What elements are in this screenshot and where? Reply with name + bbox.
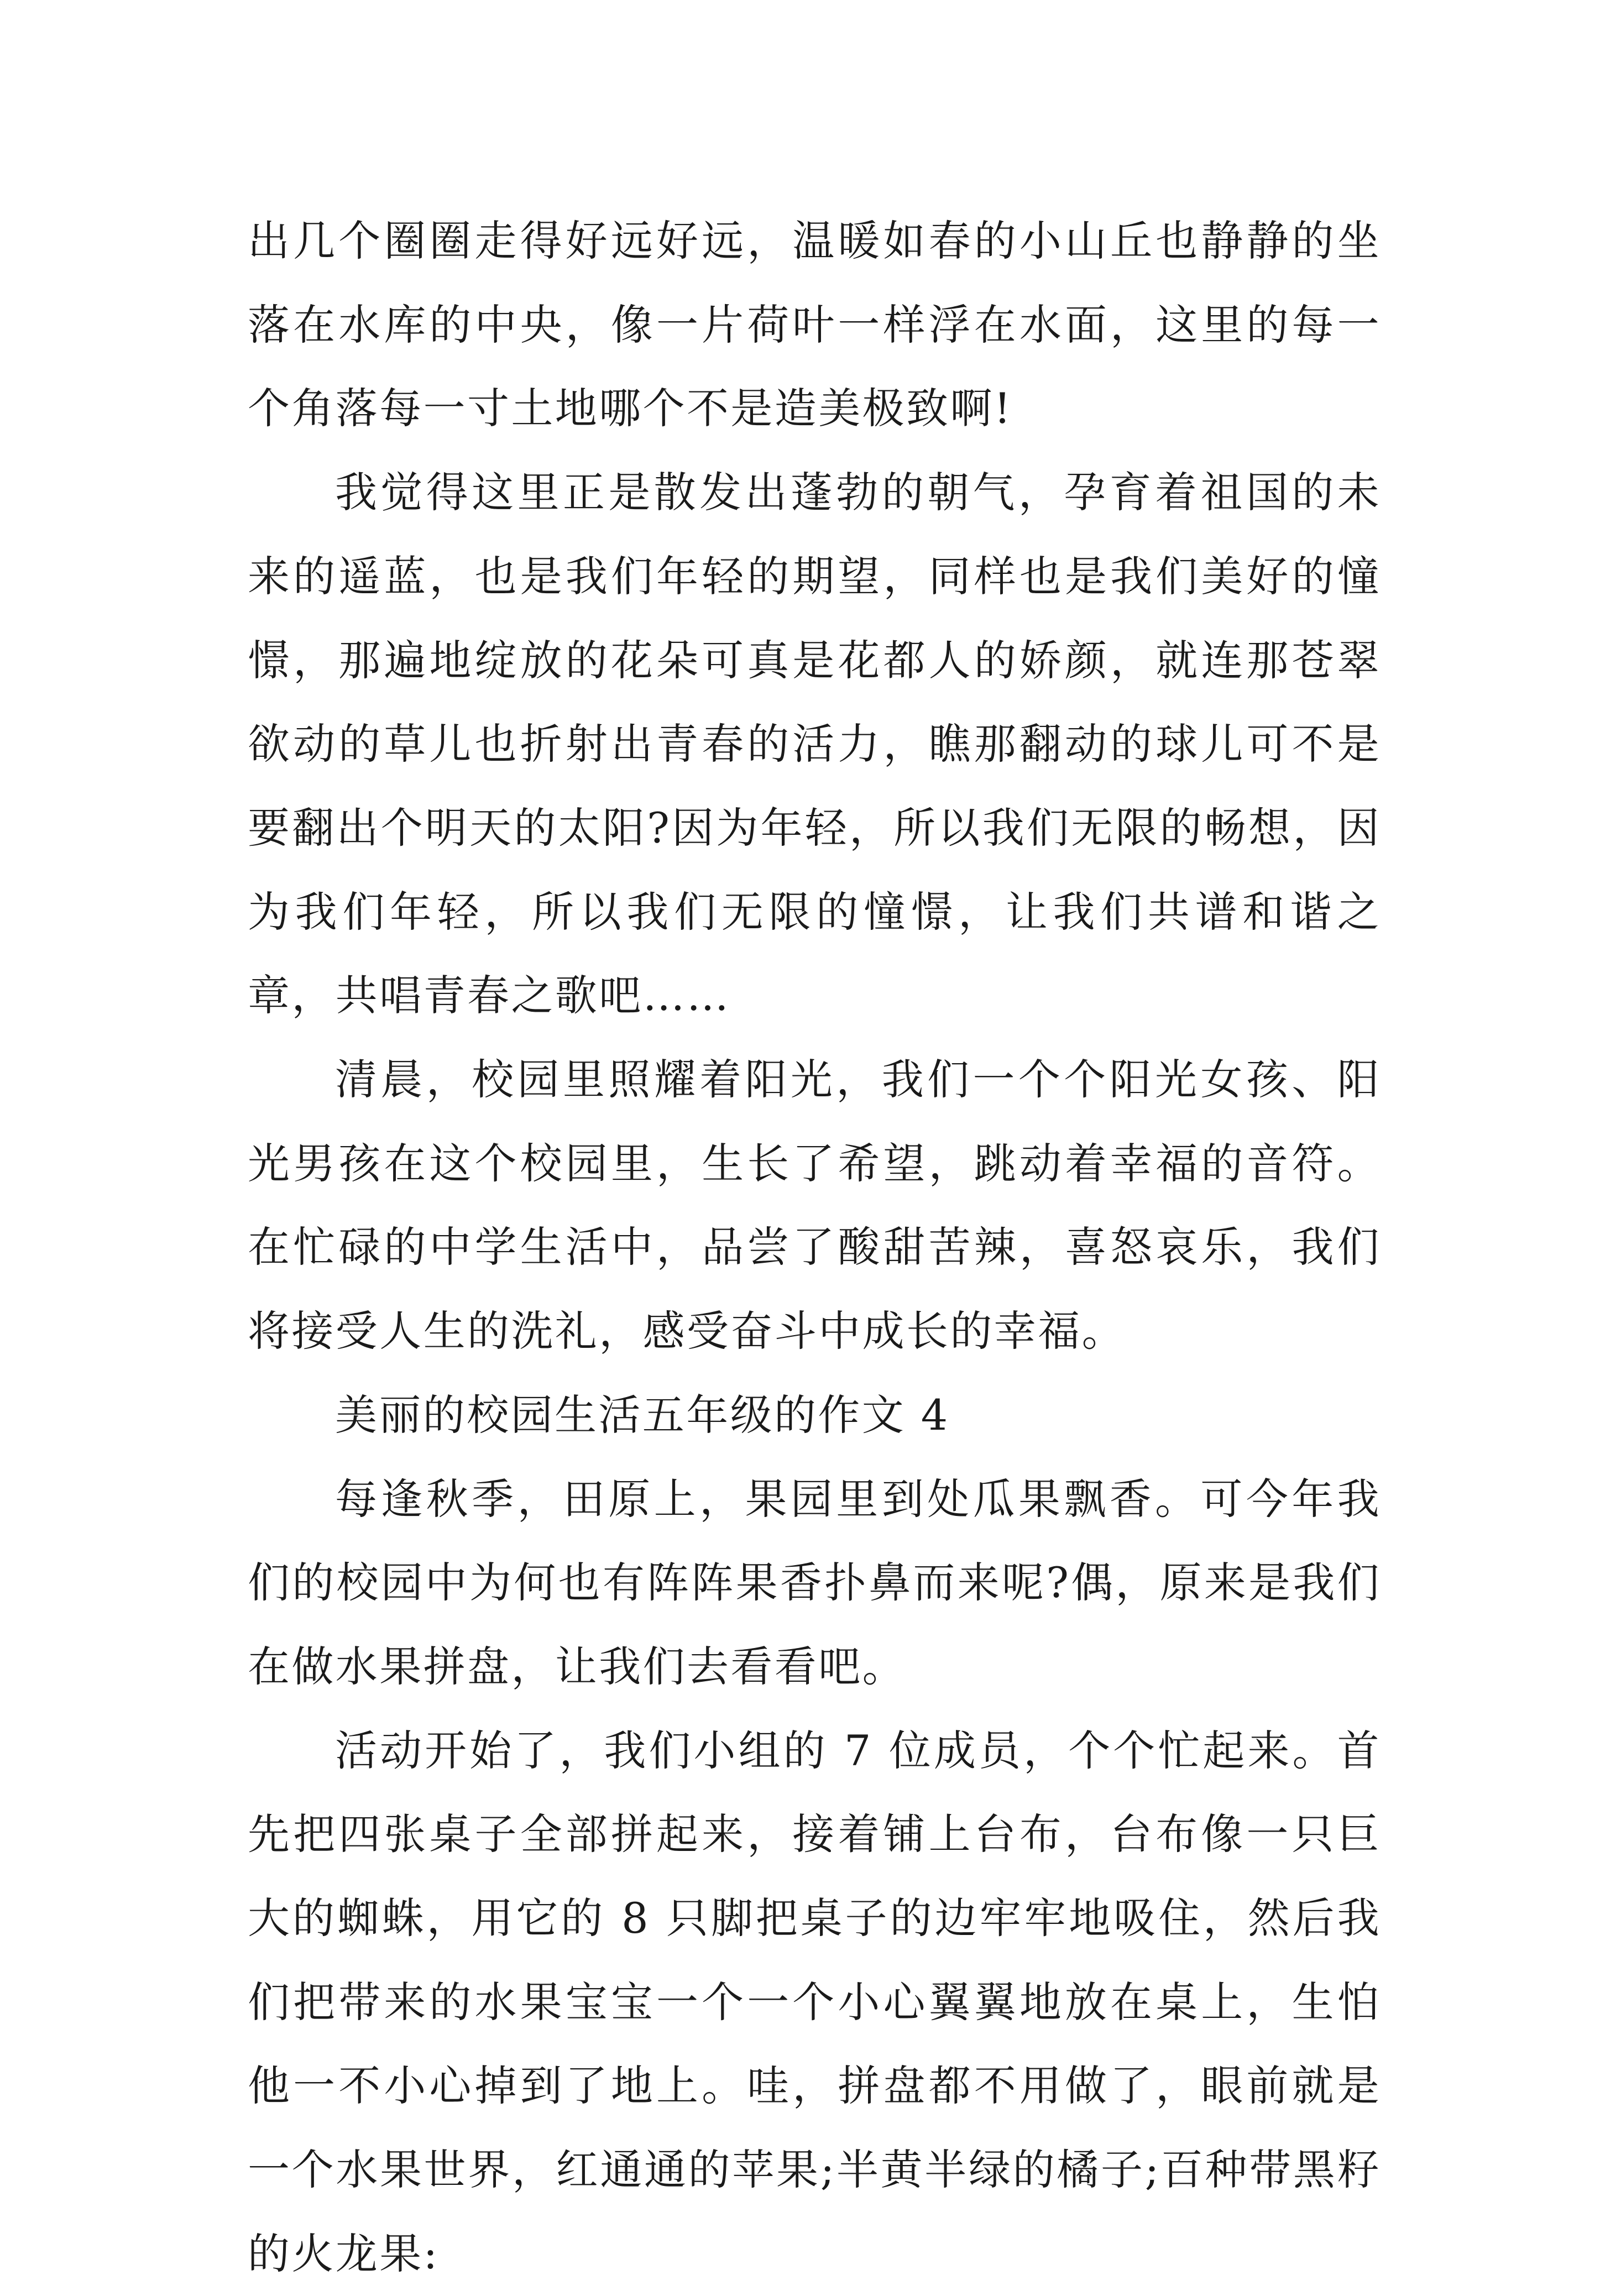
paragraph-morning-campus: 清晨，校园里照耀着阳光，我们一个个阳光女孩、阳光男孩在这个校园里，生长了希望，跳动着幸福的音符。在忙碌的中学生活中，品尝了酸甜苦辣，喜怒哀乐，我们将接受人生的洗礼，感受奋斗中成长的幸福。 (248, 1055, 1381, 1356)
paragraph-fruit-platter: 活动开始了，我们小组的 7 位成员，个个忙起来。首先把四张桌子全部拼起来，接着铺上台布，台布像一只巨大的蜘蛛，用它的 8 只脚把桌子的边牢牢地吸住，然后我们把带来的水果宝宝一个一个小心翼翼地放在桌上，生怕他一不小心掉到了地上。哇，拼盘都不用做了，眼前就是一个水果世界，红通通的苹果;半黄半绿的橘子;百种带黑籽的火龙果: (248, 1725, 1381, 2278)
paragraph-youth-hope: 我觉得这里正是散发出蓬勃的朝气，孕育着祖国的未来的遥蓝，也是我们年轻的期望，同样也是我们美好的憧憬，那遍地绽放的花朵可真是花都人的娇颜，就连那苍翠欲动的草儿也折射出青春的活力，瞧那翻动的球儿可不是要翻出个明天的太阳?因为年轻，所以我们无限的畅想，因为我们年轻，所以我们无限的憧憬，让我们共谱和谐之章，共唱青春之歌吧…… (248, 468, 1381, 1021)
paragraph-autumn-fruit: 每逢秋季，田原上，果园里到处瓜果飘香。可今年我们的校园中为何也有阵阵果香扑鼻而来呢?偶，原来是我们在做水果拼盘，让我们去看看吧。 (248, 1474, 1381, 1691)
essay-body (248, 199, 1381, 2296)
section-heading: 美丽的校园生活五年级的作文 4 (335, 1390, 950, 1440)
paragraph-continuation: 出几个圈圈走得好远好远，温暖如春的小山丘也静静的坐落在水库的中央，像一片荷叶一样浮在水面，这里的每一个角落每一寸土地哪个不是造美极致啊! (248, 216, 1381, 433)
